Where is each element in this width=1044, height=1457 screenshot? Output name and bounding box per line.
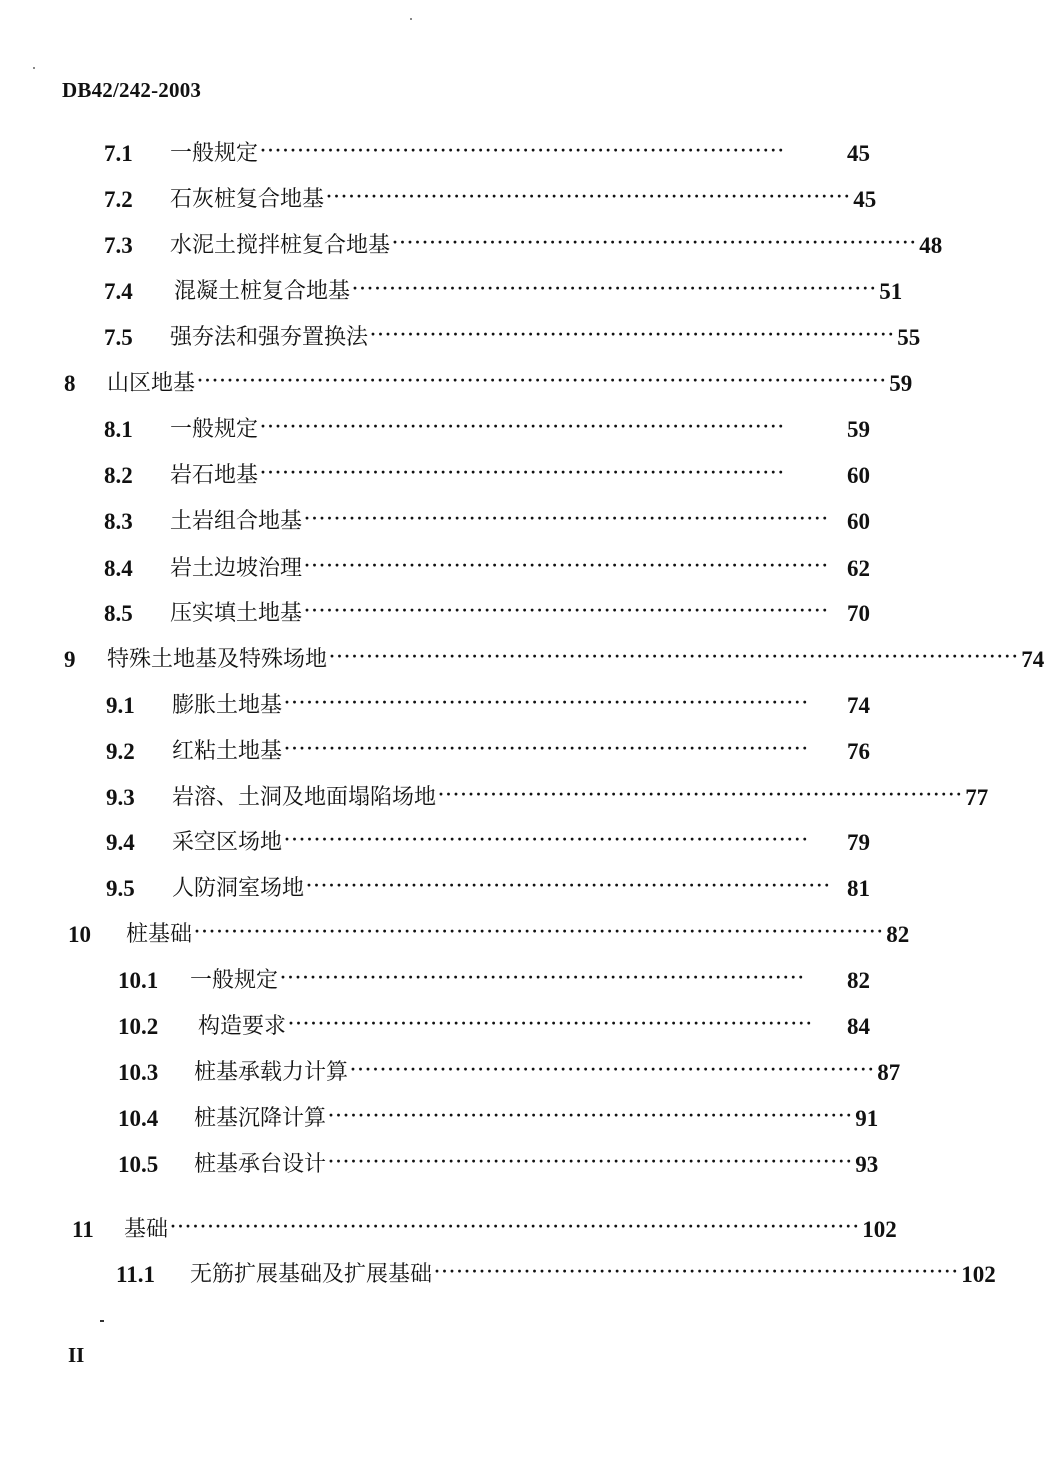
toc-entry-10-5[interactable]: [118, 1148, 879, 1182]
toc-entry-9-5[interactable]: [106, 872, 870, 906]
section-number: 9.3: [106, 785, 135, 810]
toc-chapter-10[interactable]: [68, 918, 910, 952]
section-number: 11.1: [116, 1262, 155, 1287]
section-title: 强夯法和强夯置换法: [170, 325, 369, 350]
page-footer-number: II: [68, 1343, 85, 1367]
chapter-number: 11: [72, 1217, 94, 1242]
document-code: DB42/242-2003: [62, 78, 202, 102]
dot-leader: ······································································: [392, 232, 918, 252]
toc-entry-8-3[interactable]: [104, 505, 870, 539]
dot-leader: ····························································································: [329, 646, 1020, 666]
toc-entry-7-4[interactable]: [104, 275, 903, 309]
dot-leader: ······································································: [306, 875, 832, 895]
page-number: 76: [847, 739, 870, 764]
chapter-title: 基础: [124, 1217, 169, 1242]
dot-leader: ······································································: [304, 600, 830, 620]
toc-entry-7-2[interactable]: [104, 183, 877, 217]
scan-speck: [410, 18, 412, 20]
section-number: 9.5: [106, 876, 135, 901]
section-number: 8.5: [104, 601, 133, 626]
toc-entry-7-1[interactable]: [104, 137, 870, 171]
dot-leader: ······································································: [280, 967, 806, 987]
chapter-title: 特殊土地基及特殊场地: [107, 647, 328, 672]
section-number: 7.3: [104, 233, 133, 258]
section-title: 一般规定: [190, 968, 279, 993]
page-number: 74: [847, 693, 870, 718]
page-number: 84: [847, 1014, 870, 1039]
section-title: 岩溶、土洞及地面塌陷场地: [172, 785, 437, 810]
dot-leader: ······································································: [284, 692, 810, 712]
section-title: 无筋扩展基础及扩展基础: [190, 1262, 433, 1287]
dot-leader: ······································································: [434, 1261, 960, 1281]
page-number: 70: [847, 601, 870, 626]
section-title: 采空区场地: [172, 830, 283, 855]
dot-leader: ······································································: [370, 324, 896, 344]
toc-entry-9-4[interactable]: [106, 826, 870, 860]
dot-leader: ······································································: [352, 278, 878, 298]
section-number: 9.4: [106, 830, 135, 855]
page-number: 51: [879, 279, 903, 304]
section-title: 水泥土搅拌桩复合地基: [170, 233, 391, 258]
section-number: 7.1: [104, 141, 133, 166]
toc-chapter-9[interactable]: [64, 643, 1044, 677]
page-number: 93: [855, 1152, 879, 1177]
scan-speck: [100, 1320, 104, 1322]
toc-entry-10-4[interactable]: [118, 1102, 879, 1136]
chapter-title: 山区地基: [107, 371, 196, 396]
section-title: 土岩组合地基: [170, 509, 303, 534]
section-title: 岩土边坡治理: [170, 556, 303, 581]
page-number: 55: [897, 325, 921, 350]
toc-entry-8-4[interactable]: [104, 552, 870, 586]
chapter-number: 10: [68, 922, 91, 947]
section-number: 7.2: [104, 187, 133, 212]
dot-leader: ····························································································: [197, 370, 888, 390]
dot-leader: ······································································: [328, 1105, 854, 1125]
dot-leader: ······································································: [326, 186, 852, 206]
dot-leader: ······································································: [288, 1013, 814, 1033]
chapter-number: 9: [64, 647, 76, 672]
section-title: 石灰桩复合地基: [170, 187, 325, 212]
dot-leader: ······································································: [260, 140, 786, 160]
page-number: 79: [847, 830, 870, 855]
dot-leader: ······································································: [284, 738, 810, 758]
page-number: 82: [886, 922, 910, 947]
page-number: 60: [847, 509, 870, 534]
dot-leader: ······································································: [304, 555, 830, 575]
section-number: 7.5: [104, 325, 133, 350]
toc-entry-8-2[interactable]: [104, 459, 870, 493]
section-number: 10.1: [118, 968, 159, 993]
dot-leader: ····························································································: [170, 1216, 861, 1236]
page-number: 91: [855, 1106, 879, 1131]
section-title: 岩石地基: [170, 463, 259, 488]
page-number: 74: [1021, 647, 1044, 672]
section-title: 膨胀土地基: [172, 693, 283, 718]
section-title: 一般规定: [170, 417, 259, 442]
toc-entry-7-5[interactable]: [104, 321, 921, 355]
section-number: 8.3: [104, 509, 133, 534]
dot-leader: ······································································: [438, 784, 964, 804]
page-number: 45: [847, 141, 870, 166]
toc-entry-11-1[interactable]: [116, 1258, 996, 1292]
dot-leader: ······································································: [284, 829, 810, 849]
page-number: 59: [847, 417, 870, 442]
chapter-number: 8: [64, 371, 76, 396]
toc-entry-7-3[interactable]: [104, 229, 943, 263]
section-number: 10.4: [118, 1106, 159, 1131]
page-number: 87: [877, 1060, 901, 1085]
page-number: 48: [919, 233, 943, 258]
page-number: 45: [853, 187, 877, 212]
section-title: 一般规定: [170, 141, 259, 166]
dot-leader: ······································································: [260, 462, 786, 482]
section-number: 10.2: [118, 1014, 159, 1039]
dot-leader: ······································································: [260, 416, 786, 436]
toc-entry-10-3[interactable]: [118, 1056, 901, 1090]
page-number: 62: [847, 556, 870, 581]
toc-entry-10-1[interactable]: [118, 964, 870, 998]
toc-entry-8-1[interactable]: [104, 413, 870, 447]
toc-entry-8-5[interactable]: [104, 597, 870, 631]
dot-leader: ······································································: [328, 1151, 854, 1171]
scan-speck: [33, 67, 35, 69]
toc-chapter-11[interactable]: [72, 1213, 897, 1247]
dot-leader: ······································································: [304, 508, 830, 528]
section-title: 桩基承台设计: [194, 1152, 327, 1177]
chapter-title: 桩基础: [126, 922, 193, 947]
section-title: 红粘土地基: [172, 739, 283, 764]
section-number: 8.1: [104, 417, 133, 442]
page-number: 59: [889, 371, 913, 396]
toc-entry-10-2[interactable]: [118, 1010, 870, 1044]
toc-entry-9-2[interactable]: [106, 735, 870, 769]
page-number: 81: [847, 876, 870, 901]
page-number: 60: [847, 463, 870, 488]
section-number: 8.2: [104, 463, 133, 488]
section-number: 8.4: [104, 556, 133, 581]
section-number: 10.3: [118, 1060, 159, 1085]
toc-entry-9-3[interactable]: [106, 781, 989, 815]
page-number: 102: [961, 1262, 996, 1287]
section-number: 9.2: [106, 739, 135, 764]
section-number: 9.1: [106, 693, 135, 718]
section-title: 桩基承载力计算: [194, 1060, 349, 1085]
dot-leader: ····························································································: [194, 921, 885, 941]
page-number: 102: [862, 1217, 897, 1242]
section-title: 压实填土地基: [170, 601, 303, 626]
section-title: 人防洞室场地: [172, 876, 305, 901]
section-title: 混凝土桩复合地基: [174, 279, 351, 304]
section-number: 7.4: [104, 279, 133, 304]
section-number: 10.5: [118, 1152, 159, 1177]
dot-leader: ······································································: [350, 1059, 876, 1079]
section-title: 桩基沉降计算: [194, 1106, 327, 1131]
toc-chapter-8[interactable]: [64, 367, 913, 401]
section-title: 构造要求: [198, 1014, 287, 1039]
page-number: 77: [965, 785, 989, 810]
page-number: 82: [847, 968, 870, 993]
toc-entry-9-1[interactable]: [106, 689, 870, 723]
